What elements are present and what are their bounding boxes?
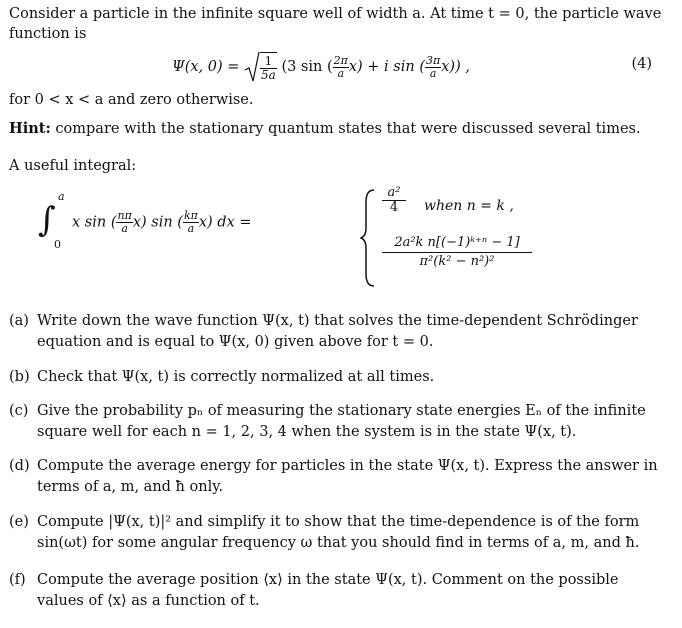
intro-line-1: Consider a particle in the infinite square well of width a. At time t = 0, the particle wave [9,6,662,22]
hint-text: compare with the stationary quantum states that were discussed several times. [50,121,641,137]
question-label: (f) [9,572,26,588]
eq-frac1-num: 2π [333,53,348,67]
equation-mid: x) + i sin ( [348,59,425,75]
eq-frac2-den: a [429,66,437,80]
question-label: (e) [9,514,29,530]
question-text: Check that Ψ(x, t) is correctly normalized at all times. [37,369,435,385]
eq-frac2-num: 3π [426,53,441,67]
int-frac1-den: a [121,222,128,235]
sqrt-denominator: 5a [261,68,276,82]
question-item-b [9,367,669,388]
integral-upper-limit: a [58,190,65,203]
integrand-part-a: x sin ( [72,214,117,231]
intro-after-equation: for 0 < x < a and zero otherwise. [9,92,254,108]
case1-fraction [382,186,406,215]
question-item-c [9,401,669,443]
int-frac2-num: kπ [183,209,198,222]
case2-denominator: π²(k² − n²)² [419,254,495,269]
case1-condition: when n = k , [424,198,514,214]
integral-sign-icon: ∫ [38,200,56,240]
question-label: (a) [9,313,29,329]
integrand-part-c: x) dx = [198,214,252,231]
equation-lhs: Ψ(x, 0) = [172,59,240,75]
question-label: (b) [9,369,30,385]
sqrt-numerator: 1 [260,55,277,69]
question-item-d [9,456,669,498]
useful-integral [38,185,598,286]
equation-open: (3 sin ( [281,59,333,75]
int-frac2-den: a [187,222,195,235]
question-text: Compute |Ψ(x, t)|² and simplify it to show that the time-dependence is of the form sin(ωt) for some angular frequency ω that you should find in terms of a, m, and ħ. [37,514,640,551]
eq-frac1-den: a [337,66,345,80]
sqrt-sign-icon [244,50,260,84]
question-text: Compute the average energy for particles in the state Ψ(x, t). Express the answer in terms of a, m, and ħ only. [37,458,658,495]
integral-intro: A useful integral: [9,158,137,174]
question-label: (d) [9,458,30,474]
question-text: Compute the average position ⟨x⟩ in the state Ψ(x, t). Comment on the possible values of ⟨x⟩ as a function of t. [37,572,619,609]
case2-numerator: 2a²k n[(−1)ᵏ⁺ⁿ − 1] [382,234,532,253]
question-text: Give the probability pₙ of measuring the stationary state energies Eₙ of the infinite square well for each n = 1, 2, 3, 4 when the system is in the state Ψ(x, t). [37,403,646,440]
question-text: Write down the wave function Ψ(x, t) that solves the time-dependent Schrödinger equation and is equal to Ψ(x, 0) given above for t = 0. [37,313,638,350]
wavefunction-equation [172,50,470,84]
equation-close: x)) , [441,59,470,75]
cases-brace-icon [360,188,376,288]
hint-label: Hint: [9,120,51,137]
question-item-e [9,512,669,554]
intro-line-2: function is [9,26,87,42]
equation-number: (4) [631,56,652,72]
sqrt-factor [244,50,277,84]
hint-line [9,119,641,139]
case1-denominator: 4 [389,200,399,215]
case1-numerator: a² [382,186,406,201]
integrand [72,210,252,235]
question-item-f [9,570,669,612]
case2-fraction [382,234,532,271]
integrand-part-b: x) sin ( [132,214,183,231]
integral-lower-limit: 0 [54,238,61,251]
int-frac1-num: nπ [117,209,132,222]
question-label: (c) [9,403,29,419]
question-item-a [9,311,669,353]
